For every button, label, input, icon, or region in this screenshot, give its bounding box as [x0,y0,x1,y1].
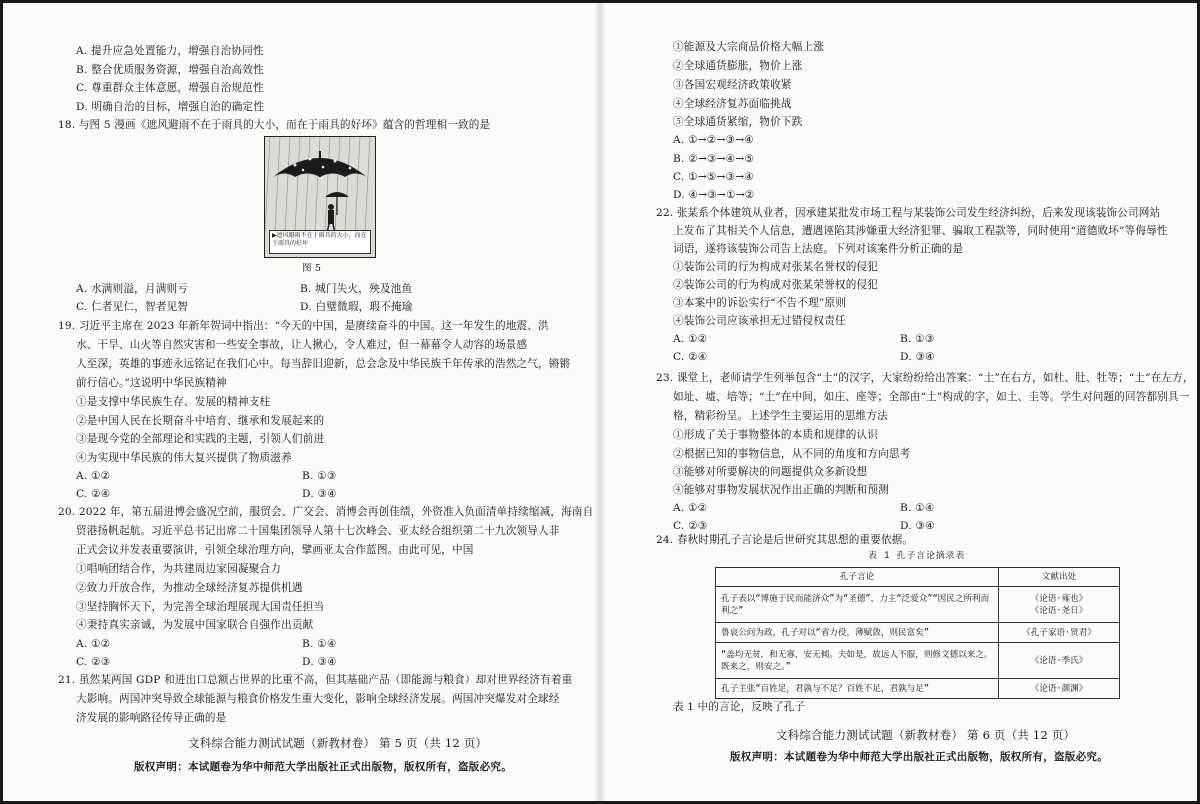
q20-item-1: ①唱响团结合作，为共建周边家园凝聚合力 [76,563,282,575]
q19-line-3: 人至深，英雄的事迹永远铭记在我们心中。每当辞旧迎新，总会念及中华民族千年传承的浩然之气，锵锵 [76,358,571,370]
q21-line-1: 21. 虽然某两国 GDP 和进出口总额占世界的比重不高，但其基础产品（即能源与粮食）却对世界经济有着重 [58,674,573,686]
left-copyright-text: 本试题卷为华中师范大学出版社正式出版物，版权所有，盗版必究。 [188,761,512,773]
q20-item-2: ②致力开放合作，为推动全球经济复苏提供机遇 [76,582,303,594]
q20-option-b: B. ①④ [302,638,337,650]
q23-option-d: D. ③④ [900,520,935,532]
table-cell-source: 《论语·颜渊》 [999,679,1120,699]
table-cell-quote: 鲁哀公问为政，孔子对以“省力役，薄赋敛，则民富矣” [716,623,999,643]
q21-option-a: A. ①→②→③→④ [673,134,755,146]
q20-line-2: 贸港扬帆起航。习近平总书记出席二十国集团领导人第十七次峰会、亚太经合组织第二十九次领导人非 [76,525,560,537]
q22-option-b: B. ①③ [900,333,935,345]
q20-line-1: 20. 2022 年，第五届进博会盛况空前，服贸会、广交会、消博会再创佳绩，外资准入负面清单持续缩减，海南自 [58,506,594,518]
scan-border-top [0,0,1200,3]
q18-option-c: C. 仁者见仁，智者见智 [76,301,189,313]
table-row [716,587,1120,623]
q19-option-a: A. ①② [76,470,111,482]
q19-option-b: B. ①③ [302,470,337,482]
q22-item-3: ③本案中的诉讼实行“不告不理”原则 [673,297,847,309]
right-page-footer: 文科综合能力测试试题（新教材卷） 第 6 页（共 12 页） [776,728,1076,742]
q19-line-2: 水、干旱、山火等自然灾害和一些安全事故，让人揪心，令人难过，但一幕幕令人动容的场景感 [76,339,528,351]
table-header-quote: 孔子言论 [716,568,999,587]
q22-item-1: ①装饰公司的行为构成对张某名誉权的侵犯 [673,261,879,273]
q23-option-a: A. ①② [673,502,708,514]
q19-line-1: 19. 习近平主席在 2023 年新年贺词中指出：“今天的中国，是赓续奋斗的中国。这一年发生的地震、洪 [58,320,549,332]
q23-item-4: ④能够对事物发展状况作出正确的判断和预测 [673,484,889,496]
q19-item-3: ③是现今党的全部理论和实践的主题，引领人们前进 [76,433,325,445]
scan-border-left [0,0,3,804]
q23-item-2: ②根据已知的事物信息，从不同的角度和方向思考 [673,448,911,460]
q17-option-a: A. 提升应急处置能力，增强自治协同性 [76,45,264,57]
q18-option-b: B. 城门失火，殃及池鱼 [300,283,413,295]
q22-item-4: ④装饰公司应该承担无过错侵权责任 [673,315,846,327]
table-cell-source: 《孔子家语·贤君》 [999,623,1120,643]
q22-option-d: D. ③④ [900,351,935,363]
q20-item-4: ④秉持真实亲诚，为发展中国家联合自强作出贡献 [76,619,314,631]
q21-item-1: ①能源及大宗商品价格大幅上涨 [673,41,825,53]
q22-option-c: C. ②④ [673,351,708,363]
q20-item-3: ③坚持胸怀天下，为完善全球治理展现大国责任担当 [76,601,325,613]
q20-line-3: 正式会议并发表重要演讲，引领全球治理方向，擘画亚太合作蓝图。由此可见，中国 [76,544,474,556]
q24-after-table: 表 1 中的言论，反映了孔子 [673,701,806,713]
left-copyright [134,760,512,774]
q23-item-1: ①形成了关于事物整体的本质和规律的认识 [673,429,879,441]
q19-item-2: ②是中国人民在长期奋斗中培育、继承和发展起来的 [76,415,325,427]
table-cell-source: 《论语·雍也》 《论语·尧日》 [999,587,1120,623]
table-row [716,643,1120,679]
q21-item-4: ④全球经济复苏面临挑战 [673,98,792,110]
table-cell-source: 《论语·季氏》 [999,643,1120,679]
q21-option-c: C. ①→⑤→③→④ [673,171,755,183]
left-page-footer: 文科综合能力测试试题（新教材卷） 第 5 页（共 12 页） [188,736,488,750]
q19-option-c: C. ②④ [76,488,111,500]
q18-stem: 18. 与图 5 漫画《遮风避雨不在于雨具的大小，而在于雨具的好坏》蕴含的哲理相一致的是 [58,119,491,131]
right-copyright-text: 本试题卷为华中师范大学出版社正式出版物，版权所有，盗版必究。 [784,751,1108,763]
q21-line-3: 济发展的影响路径传导正确的是 [76,712,227,724]
table-cell-quote: 孔子表以“博施于民而能济众”为“圣德”，力主“泛爱众”“因民之所利而利之” [716,587,999,623]
q18-option-d: D. 白璧微瑕，瑕不掩瑜 [300,301,413,313]
q21-item-2: ②全球通货膨胀，物价上涨 [673,60,803,72]
q21-option-b: B. ②→③→④→⑤ [673,153,755,165]
table-row [716,623,1120,643]
page-fold-shadow [594,0,606,804]
q21-item-3: ③各国宏观经济政策收紧 [673,79,792,91]
q19-item-1: ①是支撑中华民族生存、发展的精神支柱 [76,396,271,408]
q20-option-a: A. ①② [76,638,111,650]
q23-line-2: 如址、墟、培等；“土”在中间，如庄、座等；全部由“土”构成的字，如土、圭等。学生对问题的回答都别具一 [673,391,1190,403]
table-cell-quote: “盖均无贫，和无寡，安无倾。夫如是，故远人不服，则修文德以来之。既来之，则安之。” [716,643,999,679]
table-header-source: 文献出处 [999,568,1120,587]
q22-option-a: A. ①② [673,333,708,345]
right-copyright-label: 版权声明： [730,751,784,763]
q24-stem: 24. 春秋时期孔子言论是后世研究其思想的重要依据。 [656,534,914,546]
q23-line-3: 格，精彩纷呈。上述学生主要运用的思维方法 [673,410,888,422]
q21-item-5: ⑤全球通货紧缩，物价下跌 [673,116,803,128]
table-cell-quote: 孔子主张“百姓足，君孰与不足？百姓不足，君孰与足” [716,679,999,699]
q23-line-1: 23. 课堂上，老师请学生列举包含“土”的汉字，大家纷纷给出答案：“土”在右方，如杜、肚、牡等；“土”在左方， [656,372,1194,384]
table-1-confucius-quotes [715,567,1120,699]
figure-5-label: 图 5 [302,263,322,274]
q17-option-b: B. 整合优质服务资源，增强自治高效性 [76,64,264,76]
table-header-row [716,568,1120,587]
table-1-title: 表 1 孔子言论摘录表 [868,551,966,561]
q22-line-2: 上发布了其相关个人信息，遭遇诬陷其涉嫌重大经济犯罪、骗取工程款等，同时使用“道德败坏”等侮辱性 [673,225,1168,237]
q23-option-c: C. ②③ [673,520,708,532]
q23-option-b: B. ①④ [900,502,935,514]
q23-item-3: ③能够对所要解决的问题提供众多新设想 [673,466,868,478]
q19-option-d: D. ③④ [302,488,337,500]
q21-line-2: 大影响。两国冲突导致全球能源与粮食价格发生重大变化，影响全球经济发展。两国冲突爆发对全球经 [76,693,560,705]
table-row [716,679,1120,699]
q19-item-4: ④为实现中华民族的伟大复兴提供了物质滋养 [76,452,292,464]
q19-line-4: 前行信心。”这说明中华民族精神 [76,377,227,389]
figure-5-caption-box: ▶遮风避雨不在于雨具的大小，而在于雨具的好坏 [269,230,371,254]
q22-line-3: 词语，遂将该装饰公司告上法庭。下列对该案件分析正确的是 [673,243,964,255]
q20-option-d: D. ③④ [302,656,337,668]
q22-item-2: ②装饰公司的行为构成对张某荣誉权的侵犯 [673,279,879,291]
q17-option-d: D. 明确自治的目标，增强自治的确定性 [76,101,265,113]
left-copyright-label: 版权声明： [134,761,188,773]
q22-line-1: 22. 张某系个体建筑从业者，因承建某批发市场工程与某装饰公司发生经济纠纷，后来发现该装饰公司网站 [656,207,1161,219]
q20-option-c: C. ②③ [76,656,111,668]
q21-option-d: D. ④→③→①→② [673,189,755,201]
right-copyright [730,750,1108,764]
q18-option-a: A. 水满则溢，月满则亏 [76,283,189,295]
q17-option-c: C. 尊重群众主体意愿，增强自治规范性 [76,82,264,94]
figure-5-cartoon [264,136,376,258]
